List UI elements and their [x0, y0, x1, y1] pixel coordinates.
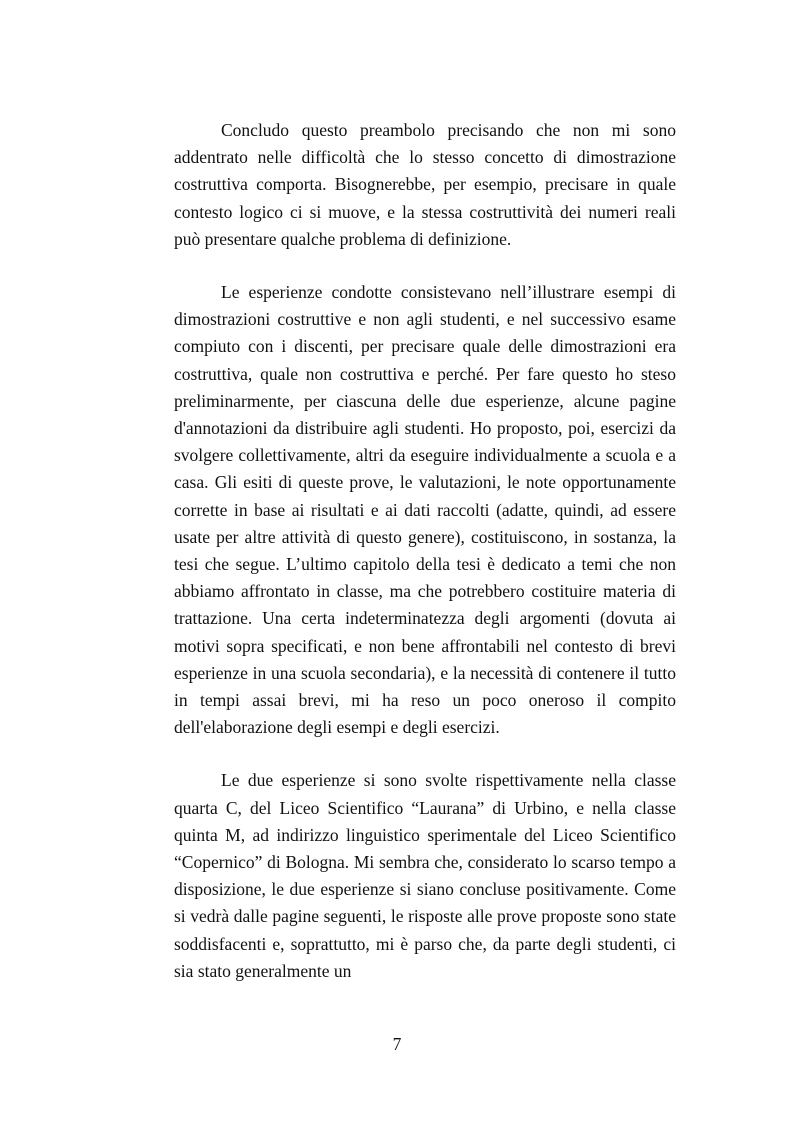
- page-number: 7: [392, 1034, 402, 1054]
- paragraph-preamble-conclusion: Concludo questo preambolo precisando che non mi sono addentrato nelle difficoltà che lo stesso concetto di dimostrazione costruttiva comporta. Bisognerebbe, per esempio, precisare in quale contesto logico ci si muove, e la stessa costruttività dei numeri reali può presentare qualche problema di definizione.: [174, 120, 676, 249]
- paragraph-spacer: [174, 741, 676, 767]
- body-text: [174, 117, 676, 985]
- paragraph-experiences-location: Le due esperienze si sono svolte rispettivamente nella classe quarta C, del Liceo Scientifico “Laurana” di Urbino, e nella classe quinta M, ad indirizzo linguistico sperimentale del Liceo Scientifico “Copernico” di Bologna. Mi sembra che, considerato lo scarso tempo a disposizione, le due esperienze si siano concluse positivamente. Come si vedrà dalle pagine seguenti, le risposte alle prove proposte sono state soddisfacenti e, soprattutto, mi è parso che, da parte degli studenti, ci sia stato generalmente un: [174, 770, 676, 981]
- paragraph-spacer: [174, 253, 676, 279]
- paragraph-experiences-description: Le esperienze condotte consistevano nell’illustrare esempi di dimostrazioni costruttive e non agli studenti, e nel successivo esame compiuto con i discenti, per precisare quale delle dimostrazioni era costruttiva, quale non costruttiva e perché. Per fare questo ho steso preliminarmente, per ciascuna delle due esperienze, alcune pagine d'annotazioni da distribuire agli studenti. Ho proposto, poi, esercizi da svolgere collettivamente, altri da eseguire individualmente a scuola e a casa. Gli esiti di queste prove, le valutazioni, le note opportunamente corrette in base ai risultati e ai dati raccolti (adatte, quindi, ad essere usate per altre attività di questo genere), costituiscono, in sostanza, la tesi che segue. L’ultimo capitolo della tesi è dedicato a temi che non abbiamo affrontato in classe, ma che potrebbero costituire materia di trattazione. Una certa indeterminatezza degli argomenti (dovuta ai motivi sopra specificati, e non bene affrontabili nel contesto di brevi esperienze in una scuola secondaria), e la necessità di contenere il tutto in tempi assai brevi, mi ha reso un poco oneroso il compito dell'elaborazione degli esempi e degli esercizi.: [174, 282, 676, 738]
